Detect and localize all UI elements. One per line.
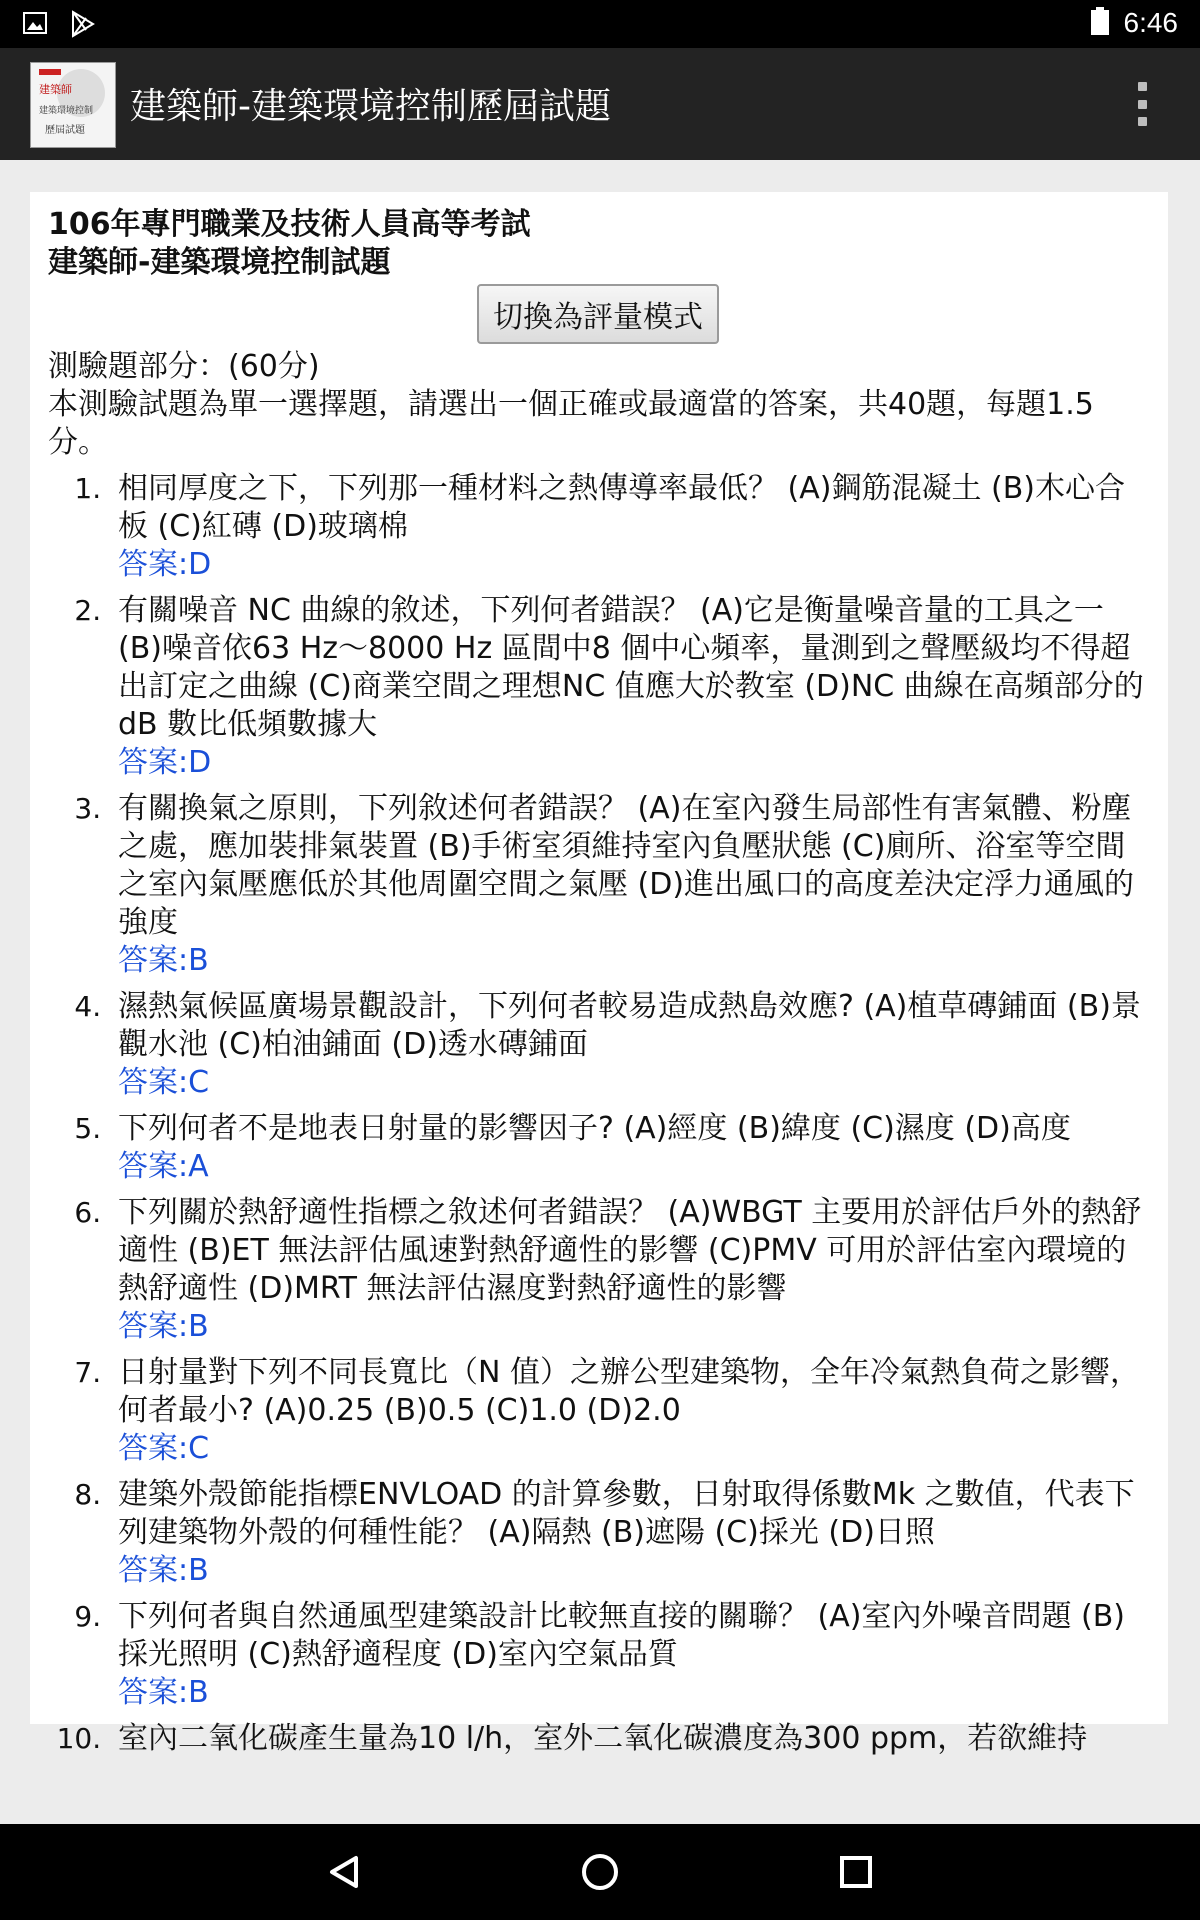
logo-line-2: 建築環境控制 bbox=[39, 106, 94, 116]
back-icon[interactable] bbox=[314, 1842, 374, 1902]
answer-text: 答案:C bbox=[118, 1431, 210, 1466]
instructions: 本測驗試題為單一選擇題，請選出一個正確或最適當的答案，共40題，每題1.5分。 bbox=[48, 387, 1094, 460]
answer-text: 答案:C bbox=[118, 1065, 210, 1100]
overflow-menu-icon[interactable] bbox=[1134, 82, 1150, 126]
answer-text: 答案:D bbox=[118, 547, 212, 582]
image-icon bbox=[22, 10, 48, 42]
question-text: 有關噪音 NC 曲線的敘述，下列何者錯誤？ (A)它是衡量噪音量的工具之一 (B)噪音依63 Hz～8000 Hz 區間中8 個中心頻率，量測到之聲壓級均不得超出訂定之曲線 (C)商業空間之理想NC 值應大於教室 (D)NC 曲線在高頻部分的 dB 數比低頻數據大 bbox=[118, 593, 1144, 742]
question-text: 有關換氣之原則，下列敘述何者錯誤？ (A)在室內發生局部性有害氣體、粉塵之處，應加裝排氣裝置 (B)手術室須維持室內負壓狀態 (C)廁所、浴室等空間之室內氣壓應低於其他周圍空間之氣壓 (D)進出風口的高度差決定浮力通風的強度 bbox=[118, 791, 1135, 940]
toggle-mode-button[interactable]: 切換為評量模式 bbox=[477, 284, 719, 344]
answer-text: 答案:B bbox=[118, 1309, 209, 1344]
question-text: 室內二氧化碳產生量為10 l/h，室外二氧化碳濃度為300 ppm，若欲維持 bbox=[118, 1721, 1088, 1756]
status-bar bbox=[0, 0, 1200, 48]
question-item bbox=[110, 592, 1148, 782]
home-icon[interactable] bbox=[570, 1842, 630, 1902]
recents-icon[interactable] bbox=[826, 1842, 886, 1902]
question-item bbox=[110, 988, 1148, 1102]
question-item bbox=[110, 1476, 1148, 1590]
question-text: 下列何者與自然通風型建築設計比較無直接的關聯？ (A)室內外噪音問題 (B)採光照明 (C)熱舒適程度 (D)室內空氣品質 bbox=[118, 1599, 1125, 1672]
app-bar bbox=[0, 48, 1200, 160]
question-item bbox=[110, 1354, 1148, 1468]
question-item bbox=[110, 1110, 1148, 1186]
app-title: 建築師-建築環境控制歷屆試題 bbox=[130, 86, 611, 127]
status-time: 6:46 bbox=[1123, 7, 1178, 38]
exam-content bbox=[48, 206, 1148, 1766]
question-list bbox=[48, 470, 1148, 1758]
question-item bbox=[110, 1598, 1148, 1712]
question-item bbox=[110, 790, 1148, 980]
question-text: 濕熱氣候區廣場景觀設計，下列何者較易造成熱島效應? (A)植草磚鋪面 (B)景觀水池 (C)柏油鋪面 (D)透水磚鋪面 bbox=[118, 989, 1141, 1062]
battery-icon bbox=[1090, 6, 1110, 40]
answer-text: 答案:A bbox=[118, 1149, 209, 1184]
question-text: 建築外殼節能指標ENVLOAD 的計算參數，日射取得係數Mk 之數值，代表下列建築物外殼的何種性能？ (A)隔熱 (B)遮陽 (C)採光 (D)日照 bbox=[118, 1477, 1135, 1550]
content-card bbox=[30, 192, 1168, 1756]
question-text: 下列何者不是地表日射量的影響因子? (A)經度 (B)緯度 (C)濕度 (D)高度 bbox=[118, 1111, 1071, 1146]
exam-title-line1: 106年專門職業及技術人員高等考試 bbox=[48, 207, 531, 242]
answer-text: 答案:B bbox=[118, 1675, 209, 1710]
logo-line-1: 建築師 bbox=[39, 83, 72, 96]
answer-text: 答案:D bbox=[118, 745, 212, 780]
play-store-icon bbox=[70, 10, 96, 42]
question-text: 相同厚度之下，下列那一種材料之熱傳導率最低？ (A)鋼筋混凝土 (B)木心合板 (C)紅磚 (D)玻璃棉 bbox=[118, 471, 1125, 544]
navigation-bar bbox=[0, 1824, 1200, 1920]
question-text: 下列關於熱舒適性指標之敘述何者錯誤？ (A)WBGT 主要用於評估戶外的熱舒適性 (B)ET 無法評估風速對熱舒適性的影響 (C)PMV 可用於評估室內環境的熱舒適性 (D)MRT 無法評估濕度對熱舒適性的影響 bbox=[118, 1195, 1142, 1306]
question-item bbox=[110, 470, 1148, 584]
section-header: 測驗題部分：(60分) bbox=[48, 349, 320, 384]
exam-title bbox=[48, 206, 1148, 282]
answer-text: 答案:B bbox=[118, 1553, 209, 1588]
answer-text: 答案:B bbox=[118, 943, 209, 978]
app-logo bbox=[30, 62, 116, 148]
logo-line-3: 歷屆試題 bbox=[45, 125, 85, 136]
question-item bbox=[110, 1720, 1148, 1758]
question-text: 日射量對下列不同長寬比（N 值）之辦公型建築物，全年冷氣熱負荷之影響，何者最小? (A)0.25 (B)0.5 (C)1.0 (D)2.0 bbox=[118, 1355, 1140, 1428]
question-item bbox=[110, 1194, 1148, 1346]
exam-title-line2: 建築師-建築環境控制試題 bbox=[48, 245, 391, 280]
